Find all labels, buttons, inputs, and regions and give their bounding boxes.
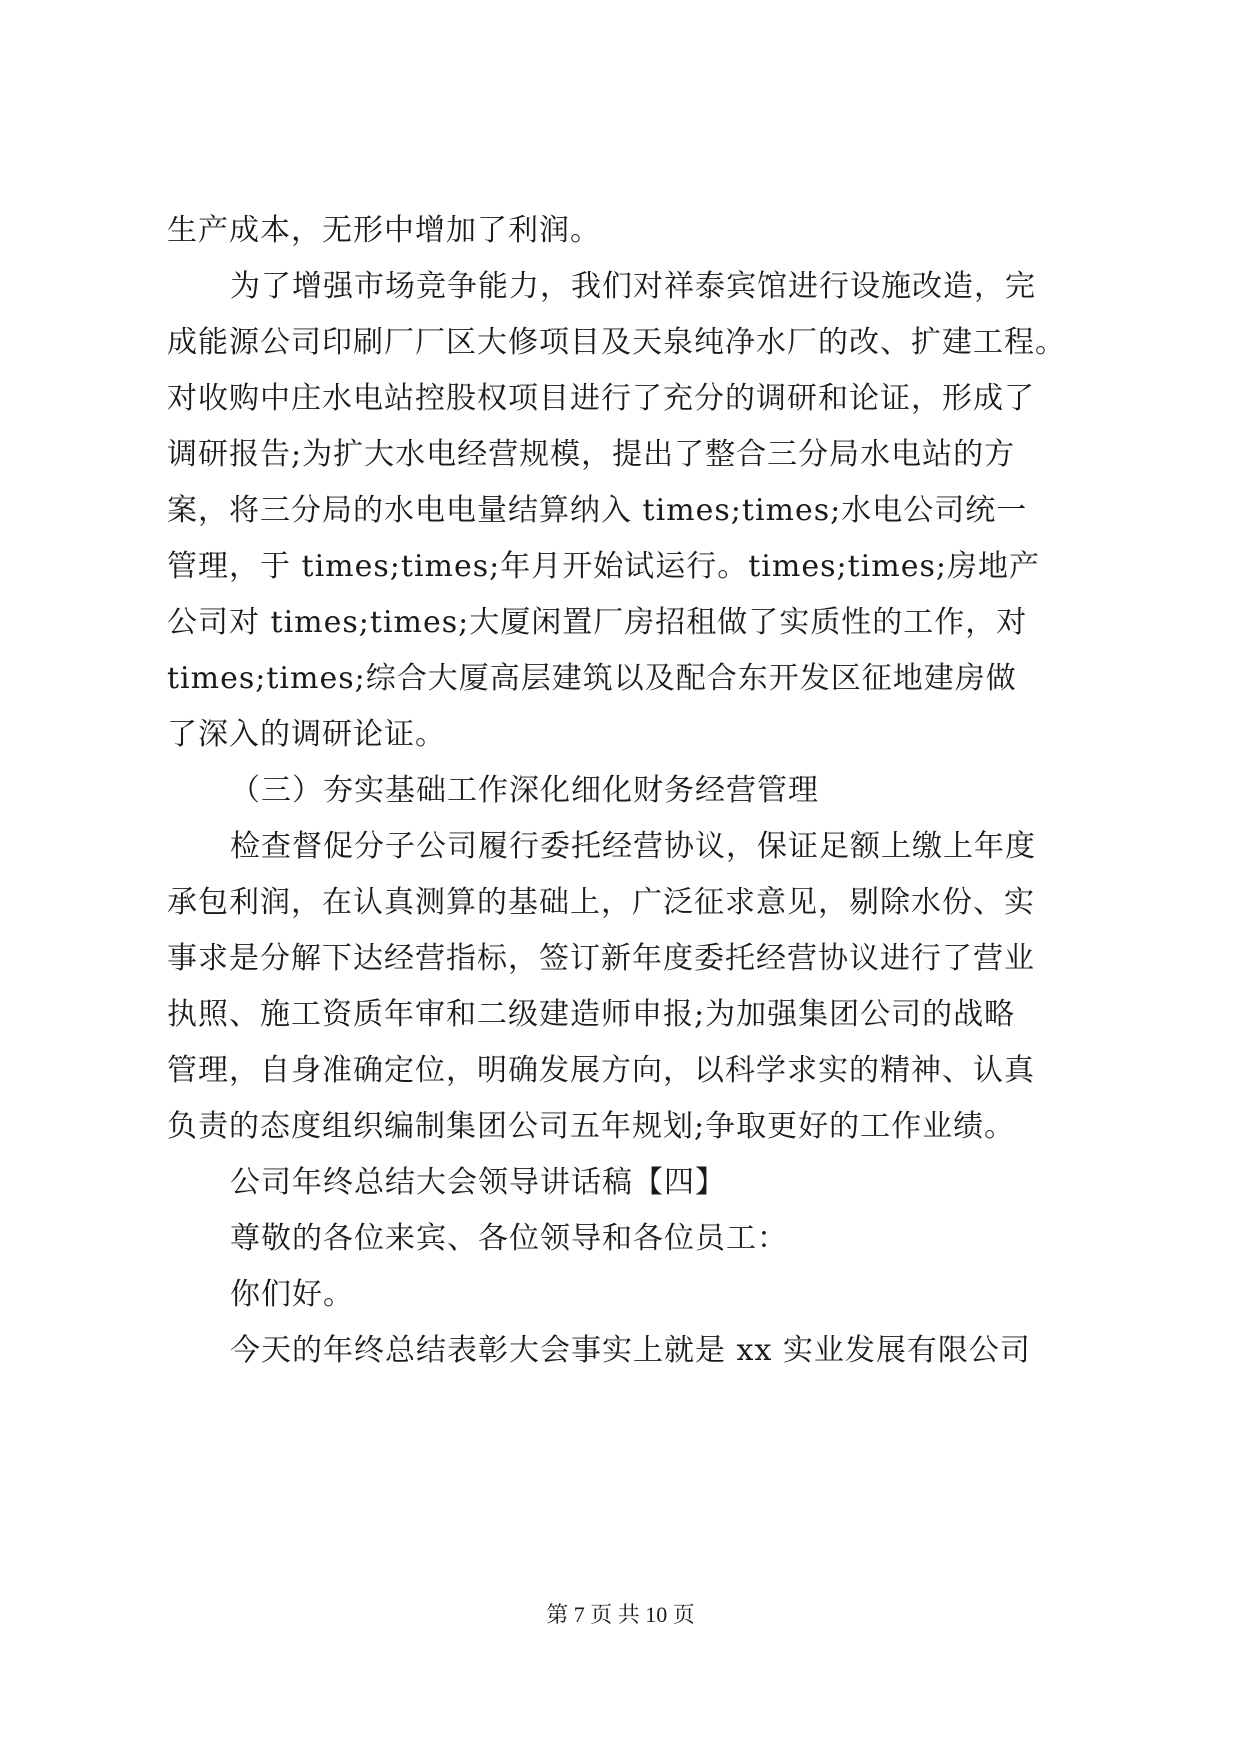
text-line: 承包利润，在认真测算的基础上，广泛征求意见，剔除水份、实 [167, 885, 1035, 920]
text-line: 成能源公司印刷厂厂区大修项目及天泉纯净水厂的改、扩建工程。 [167, 325, 1066, 360]
text-line: 管理，于 times;times;年月开始试运行。times;times;房地产 [167, 549, 1040, 584]
text-line: 负责的态度组织编制集团公司五年规划;争取更好的工作业绩。 [167, 1109, 1016, 1144]
text-line: 调研报告;为扩大水电经营规模，提出了整合三分局水电站的方 [167, 437, 1016, 472]
text-line: 管理，自身准确定位，明确发展方向，以科学求实的精神、认真 [167, 1053, 1035, 1088]
text-line: 执照、施工资质年审和二级建造师申报;为加强集团公司的战略 [167, 997, 1016, 1032]
text-line: 对收购中庄水电站控股权项目进行了充分的调研和论证，形成了 [167, 381, 1035, 416]
text-line: times;times;综合大厦高层建筑以及配合东开发区征地建房做 [167, 661, 1017, 696]
speech-title: 公司年终总结大会领导讲话稿【四】 [230, 1165, 726, 1200]
salutation: 尊敬的各位来宾、各位领导和各位员工： [230, 1221, 788, 1256]
text-line: 案，将三分局的水电电量结算纳入 times;times;水电公司统一 [167, 493, 1028, 528]
text-line: 为了增强市场竞争能力，我们对祥泰宾馆进行设施改造，完 [230, 269, 1036, 304]
text-line: 今天的年终总结表彰大会事实上就是 xx 实业发展有限公司 [230, 1333, 1031, 1368]
greeting: 你们好。 [230, 1277, 354, 1312]
page-number-footer: 第 7 页 共 10 页 [546, 1602, 695, 1627]
text-line: 公司对 times;times;大厦闲置厂房招租做了实质性的工作，对 [167, 605, 1028, 640]
text-line: 检查督促分子公司履行委托经营协议，保证足额上缴上年度 [230, 829, 1036, 864]
text-line: 生产成本，无形中增加了利润。 [167, 213, 601, 248]
text-line: 了深入的调研论证。 [167, 717, 446, 752]
section-heading: （三）夯实基础工作深化细化财务经营管理 [230, 773, 819, 808]
text-line: 事求是分解下达经营指标，签订新年度委托经营协议进行了营业 [167, 941, 1035, 976]
